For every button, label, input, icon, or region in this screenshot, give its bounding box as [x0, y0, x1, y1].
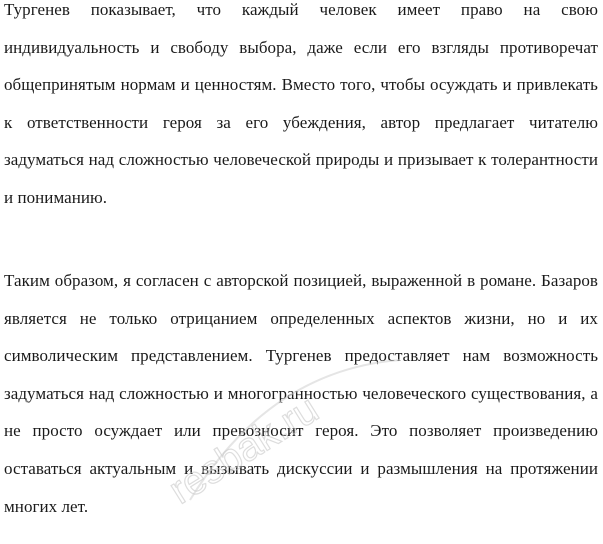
- paragraph-tolerance: Тургенев показывает, что каждый человек имеет право на свою индивидуальность и свободу выбора, даже если его взгляды противоречат общепринятым нормам и ценностям. Вместо того, чтобы осуждать и привлекать к ответственности героя за его убеждения, автор предлагает читателю задуматься над сложностью человеческой природы и призывает к толерантности и пониманию.: [4, 0, 598, 207]
- paragraph-conclusion: Таким образом, я согласен с авторской позицией, выраженной в романе. Базаров является не только отрицанием определенных аспектов жизни, но и их символическим представлением. Тургенев предоставляет нам возможность задуматься над сложностью и многогранностью человеческого существования, а не просто осуждает или превозносит героя. Это позволяет произведению оставаться актуальным и вызывать дискуссии и размышления на протяжении многих лет.: [4, 271, 598, 516]
- watermark-text: resbak.ru: [161, 386, 327, 513]
